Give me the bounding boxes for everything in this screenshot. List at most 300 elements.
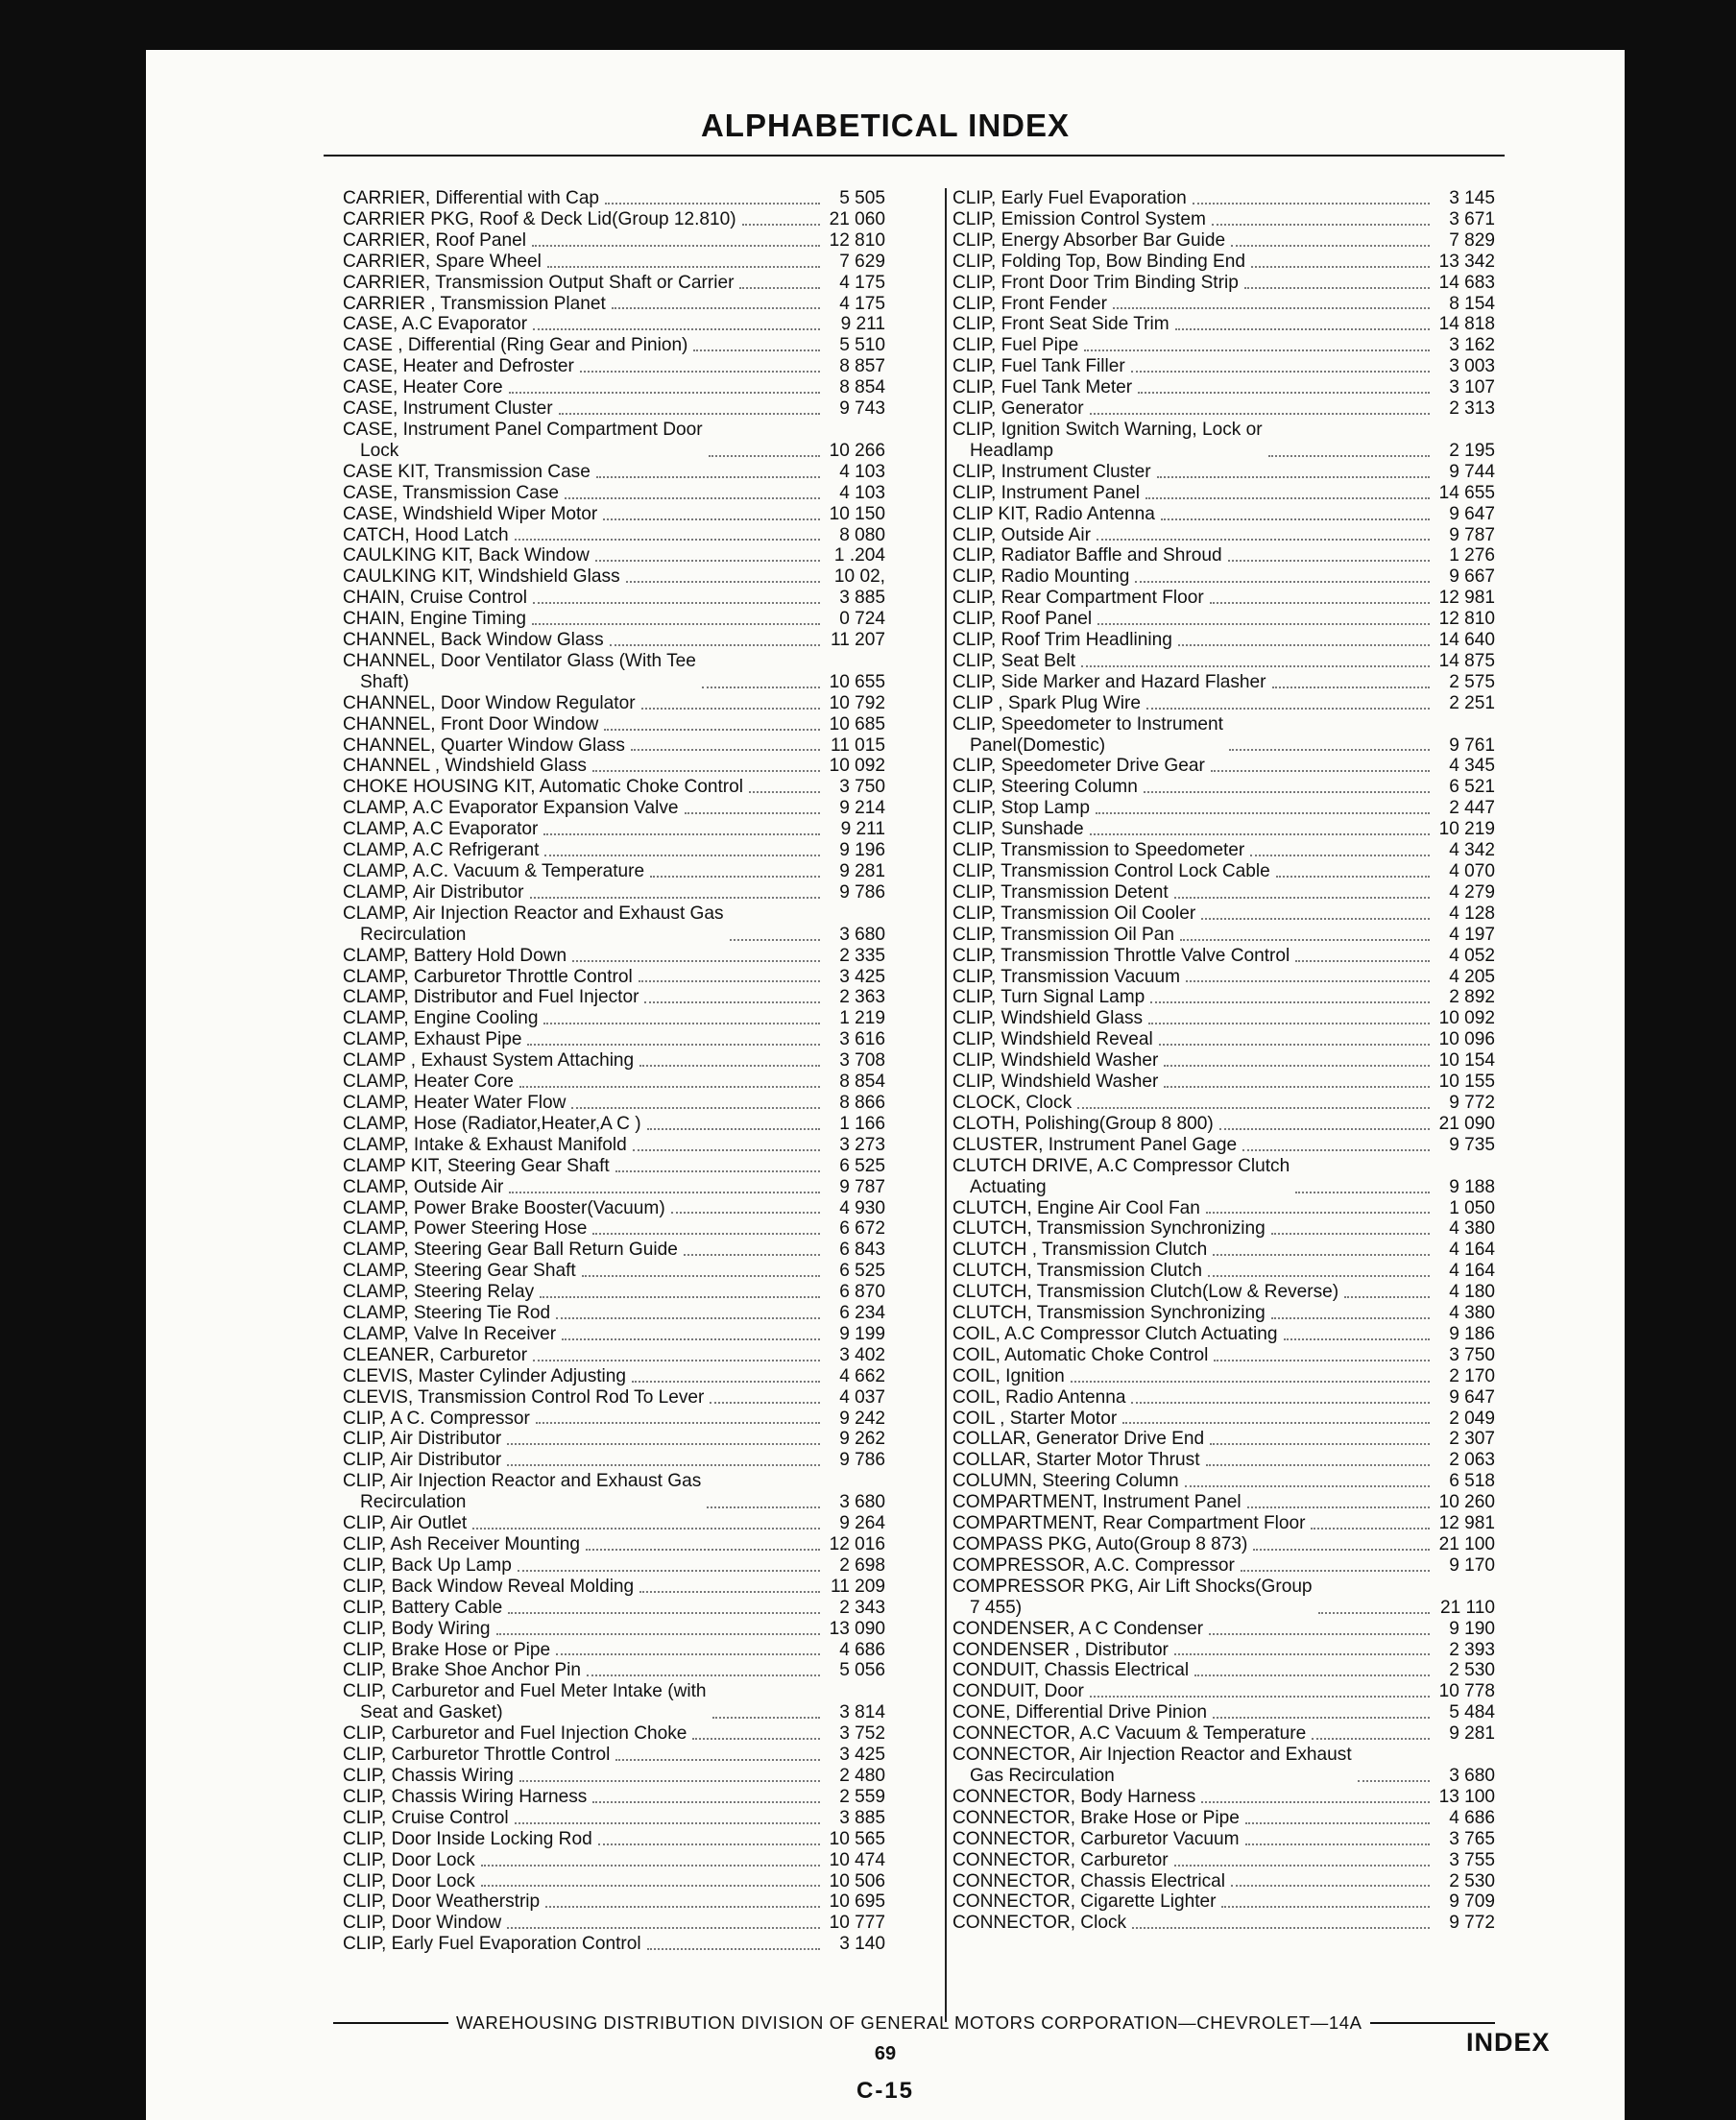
entry-text: CLIP, A C. Compressor bbox=[343, 1408, 530, 1429]
entry-text: CLIP, Transmission Detent bbox=[952, 881, 1169, 903]
dot-leader bbox=[710, 1402, 820, 1404]
entry-page-number: 4 686 bbox=[839, 1639, 885, 1660]
dot-leader bbox=[1186, 980, 1430, 982]
index-entry bbox=[952, 1619, 1495, 1640]
entry-text: CLIP, Radio Mounting bbox=[952, 566, 1130, 588]
index-entry bbox=[343, 840, 885, 861]
dot-leader bbox=[685, 812, 820, 814]
entry-page-number: 4 070 bbox=[1449, 861, 1495, 881]
dot-leader bbox=[1145, 497, 1430, 499]
dot-leader bbox=[1245, 1822, 1430, 1824]
dot-leader bbox=[650, 876, 820, 878]
dot-leader bbox=[496, 1633, 820, 1635]
index-entry bbox=[343, 1282, 885, 1303]
index-entry bbox=[343, 1008, 885, 1029]
entry-page-number: 3 107 bbox=[1449, 377, 1495, 398]
index-entry bbox=[343, 882, 885, 903]
entry-text: CONNECTOR, Body Harness bbox=[952, 1786, 1196, 1807]
index-entry bbox=[952, 630, 1495, 651]
entry-page-number: 13 100 bbox=[1438, 1786, 1495, 1807]
dot-leader bbox=[536, 1422, 820, 1424]
dot-leader bbox=[712, 1717, 820, 1719]
entry-text: COIL, A.C Compressor Clutch Actuating bbox=[952, 1323, 1278, 1344]
dot-leader bbox=[1185, 1485, 1430, 1487]
entry-text: CARRIER, Spare Wheel bbox=[343, 251, 542, 272]
index-entry bbox=[343, 1681, 885, 1723]
entry-page-number: 5 510 bbox=[839, 335, 885, 356]
index-entry bbox=[952, 1871, 1495, 1892]
dot-leader bbox=[604, 729, 820, 731]
entry-page-number: 9 772 bbox=[1449, 1092, 1495, 1113]
index-entry bbox=[952, 609, 1495, 630]
entry-text: CARRIER , Transmission Planet bbox=[343, 293, 606, 314]
entry-page-number: 9 647 bbox=[1449, 503, 1495, 524]
entry-text: CLAMP, Power Brake Booster(Vacuum) bbox=[343, 1197, 665, 1218]
entry-text: CLIP, Stop Lamp bbox=[952, 798, 1090, 819]
entry-text: CLIP, Air Distributor bbox=[343, 1450, 502, 1471]
dot-leader bbox=[1210, 1443, 1430, 1445]
index-entry bbox=[343, 819, 885, 840]
entry-text: COLLAR, Starter Motor Thrust bbox=[952, 1450, 1200, 1471]
entry-page-number: 4 164 bbox=[1449, 1261, 1495, 1282]
index-entry bbox=[343, 1029, 885, 1050]
entry-text: CASE, A.C Evaporator bbox=[343, 314, 528, 335]
dot-leader bbox=[639, 980, 820, 982]
entry-page-number: 3 885 bbox=[839, 1807, 885, 1828]
entry-page-number: 3 755 bbox=[1449, 1849, 1495, 1870]
index-entry bbox=[952, 1829, 1495, 1850]
dot-leader bbox=[592, 1233, 820, 1235]
index-entry bbox=[952, 1324, 1495, 1345]
index-entry bbox=[343, 1387, 885, 1409]
index-entry bbox=[952, 1093, 1495, 1114]
dot-leader bbox=[615, 1170, 820, 1172]
index-entry bbox=[343, 588, 885, 609]
index-entry bbox=[343, 1619, 885, 1640]
entry-text: CLIP, Ash Receiver Mounting bbox=[343, 1534, 580, 1554]
dot-leader bbox=[1201, 1801, 1430, 1803]
dot-leader bbox=[1211, 770, 1430, 772]
entry-text: CLIP, Front Seat Side Trim bbox=[952, 314, 1169, 335]
index-entry bbox=[952, 693, 1495, 714]
index-entry bbox=[343, 1660, 885, 1681]
dot-leader bbox=[1311, 1528, 1430, 1530]
entry-page-number: 3 680 bbox=[839, 1492, 885, 1513]
entry-text: CLAMP, A.C Evaporator Expansion Valve bbox=[343, 798, 679, 819]
index-entry bbox=[343, 946, 885, 967]
index-entry bbox=[343, 188, 885, 209]
index-entry bbox=[343, 314, 885, 335]
entry-text: COIL, Radio Antenna bbox=[952, 1386, 1126, 1408]
entry-page-number: 1 .204 bbox=[833, 545, 885, 566]
entry-page-number: 9 281 bbox=[1449, 1723, 1495, 1745]
dot-leader bbox=[1284, 1338, 1430, 1340]
index-entry bbox=[343, 1114, 885, 1135]
index-entry bbox=[343, 1598, 885, 1619]
entry-text: CLAMP , Exhaust System Attaching bbox=[343, 1050, 635, 1072]
entry-text: CARRIER PKG, Roof & Deck Lid(Group 12.810) bbox=[343, 208, 736, 229]
dot-leader bbox=[633, 1149, 820, 1151]
entry-page-number: 3 680 bbox=[1449, 1765, 1495, 1786]
index-entry bbox=[952, 840, 1495, 861]
index-entry bbox=[952, 798, 1495, 819]
entry-page-number: 3 425 bbox=[839, 966, 885, 987]
dot-leader bbox=[587, 1674, 820, 1676]
entry-text: CLIP, Air Outlet bbox=[343, 1513, 468, 1534]
dot-leader bbox=[532, 623, 820, 625]
dot-leader bbox=[1174, 1653, 1430, 1655]
entry-page-number: 4 205 bbox=[1449, 966, 1495, 987]
dot-leader bbox=[626, 581, 820, 583]
index-entry bbox=[343, 356, 885, 377]
entry-text: CLUTCH DRIVE, A.C Compressor Clutch Actuating bbox=[952, 1155, 1290, 1197]
entry-page-number: 12 810 bbox=[829, 229, 885, 251]
dot-leader bbox=[709, 455, 820, 457]
index-entry bbox=[343, 1093, 885, 1114]
entry-page-number: 2 063 bbox=[1449, 1450, 1495, 1471]
entry-text: CLAMP, A.C Refrigerant bbox=[343, 840, 540, 861]
entry-page-number: 10 096 bbox=[1438, 1029, 1495, 1050]
index-entry bbox=[343, 1366, 885, 1387]
entry-page-number: 9 787 bbox=[1449, 524, 1495, 545]
entry-text: COIL, Automatic Choke Control bbox=[952, 1344, 1209, 1365]
entry-text: CLEVIS, Master Cylinder Adjusting bbox=[343, 1365, 627, 1386]
index-entry bbox=[343, 1555, 885, 1577]
index-entry bbox=[952, 925, 1495, 946]
entry-text: CHAIN, Cruise Control bbox=[343, 588, 528, 609]
dot-leader bbox=[533, 328, 820, 330]
entry-text: CARRIER, Differential with Cap bbox=[343, 188, 600, 208]
entry-text: CHANNEL , Windshield Glass bbox=[343, 756, 587, 777]
dot-leader bbox=[565, 497, 820, 499]
entry-text: CLAMP, Power Steering Hose bbox=[343, 1218, 588, 1240]
entry-page-number: 4 103 bbox=[839, 482, 885, 503]
entry-page-number: 4 662 bbox=[839, 1365, 885, 1386]
entry-text: CONNECTOR, Carburetor Vacuum bbox=[952, 1828, 1240, 1849]
entry-text: CONDUIT, Door bbox=[952, 1681, 1084, 1702]
entry-text: CLIP, Front Door Trim Binding Strip bbox=[952, 272, 1239, 293]
entry-page-number: 5 056 bbox=[839, 1660, 885, 1681]
index-entry bbox=[343, 1745, 885, 1766]
dot-leader bbox=[739, 287, 820, 289]
entry-page-number: 2 195 bbox=[1449, 440, 1495, 461]
dot-leader bbox=[1228, 560, 1430, 562]
entry-text: COMPRESSOR, A.C. Compressor bbox=[952, 1554, 1235, 1576]
entry-page-number: 9 196 bbox=[839, 840, 885, 861]
dot-leader bbox=[603, 518, 820, 520]
index-entry bbox=[952, 1450, 1495, 1471]
entry-page-number: 2 698 bbox=[839, 1554, 885, 1576]
entry-text: CLIP, Turn Signal Lamp bbox=[952, 987, 1145, 1008]
index-entry bbox=[952, 230, 1495, 252]
entry-text: CLIP, Door Window bbox=[343, 1913, 502, 1934]
index-entry bbox=[343, 504, 885, 525]
entry-text: CLIP, Windshield Glass bbox=[952, 1008, 1144, 1029]
dot-leader bbox=[596, 476, 820, 478]
dot-leader bbox=[533, 602, 820, 604]
entry-page-number: 8 854 bbox=[839, 1072, 885, 1093]
index-entry bbox=[343, 1429, 885, 1450]
entry-text: CHOKE HOUSING KIT, Automatic Choke Control bbox=[343, 777, 744, 798]
index-entry bbox=[952, 1429, 1495, 1450]
dot-leader bbox=[509, 1192, 820, 1193]
entry-text: CLIP, Door Weatherstrip bbox=[343, 1891, 541, 1913]
index-entry bbox=[952, 903, 1495, 925]
dot-leader bbox=[1150, 1001, 1430, 1003]
dot-leader bbox=[1206, 1464, 1431, 1466]
index-column-right bbox=[952, 188, 1495, 1934]
dot-leader bbox=[647, 1948, 820, 1950]
entry-page-number: 2 049 bbox=[1449, 1408, 1495, 1429]
index-entry bbox=[343, 1934, 885, 1955]
index-entry bbox=[952, 1808, 1495, 1829]
entry-page-number: 12 810 bbox=[1438, 609, 1495, 630]
entry-text: CLIP, Ignition Switch Warning, Lock or Headlamp bbox=[952, 419, 1263, 461]
entry-page-number: 9 186 bbox=[1449, 1323, 1495, 1344]
entry-text: CLIP, Back Window Reveal Molding bbox=[343, 1576, 635, 1597]
dot-leader bbox=[1268, 455, 1430, 457]
entry-page-number: 9 743 bbox=[839, 398, 885, 420]
dot-leader bbox=[1219, 1128, 1430, 1130]
entry-text: CLAMP, Steering Gear Ball Return Guide bbox=[343, 1240, 678, 1261]
index-entry bbox=[952, 377, 1495, 398]
entry-page-number: 4 342 bbox=[1449, 840, 1495, 861]
index-entry bbox=[952, 1072, 1495, 1093]
dot-leader bbox=[1113, 307, 1430, 309]
entry-text: CLUTCH, Transmission Clutch(Low & Reverse) bbox=[952, 1282, 1339, 1303]
dot-leader bbox=[639, 1065, 820, 1067]
entry-page-number: 11 015 bbox=[831, 735, 885, 756]
index-entry bbox=[952, 1240, 1495, 1261]
index-entry bbox=[343, 566, 885, 588]
dot-leader bbox=[592, 770, 820, 772]
index-entry bbox=[343, 1409, 885, 1430]
index-entry bbox=[952, 756, 1495, 777]
entry-text: CLAMP, Exhaust Pipe bbox=[343, 1029, 522, 1050]
index-entry bbox=[952, 1409, 1495, 1430]
entry-text: CLIP, Energy Absorber Bar Guide bbox=[952, 229, 1226, 251]
entry-text: CLAMP, Steering Gear Shaft bbox=[343, 1261, 576, 1282]
entry-page-number: 9 188 bbox=[1449, 1176, 1495, 1197]
entry-page-number: 4 128 bbox=[1449, 903, 1495, 924]
entry-text: CHAIN, Engine Timing bbox=[343, 609, 527, 630]
entry-text: CLIP, Chassis Wiring Harness bbox=[343, 1786, 588, 1807]
entry-page-number: 3 750 bbox=[1449, 1344, 1495, 1365]
entry-text: CLAMP, Hose (Radiator,Heater,A C ) bbox=[343, 1113, 641, 1134]
entry-page-number: 14 640 bbox=[1438, 630, 1495, 651]
entry-page-number: 8 154 bbox=[1449, 293, 1495, 314]
entry-page-number: 8 857 bbox=[839, 356, 885, 377]
entry-page-number: 9 211 bbox=[840, 314, 885, 335]
index-entry bbox=[343, 1723, 885, 1745]
entry-page-number: 3 145 bbox=[1449, 188, 1495, 208]
entry-page-number: 7 629 bbox=[839, 251, 885, 272]
entry-text: CLIP, Transmission Oil Cooler bbox=[952, 903, 1196, 924]
entry-text: CLIP , Spark Plug Wire bbox=[952, 692, 1141, 713]
entry-page-number: 10 155 bbox=[1438, 1072, 1495, 1093]
index-entry bbox=[343, 987, 885, 1008]
dot-leader bbox=[515, 539, 820, 541]
index-entry bbox=[952, 1660, 1495, 1681]
entry-text: CONDENSER, A C Condenser bbox=[952, 1618, 1204, 1639]
entry-text: CLIP, Cruise Control bbox=[343, 1807, 509, 1828]
index-entry bbox=[952, 273, 1495, 294]
entry-text: CASE, Transmission Case bbox=[343, 482, 559, 503]
entry-page-number: 8 080 bbox=[839, 524, 885, 545]
entry-text: CLIP, Instrument Cluster bbox=[952, 461, 1151, 482]
entry-text: CLIP, Chassis Wiring bbox=[343, 1765, 514, 1786]
entry-text: CLIP, Windshield Reveal bbox=[952, 1029, 1153, 1050]
index-entry bbox=[952, 483, 1495, 504]
dot-leader bbox=[580, 371, 820, 373]
index-entry bbox=[343, 609, 885, 630]
entry-text: CLIP, Back Up Lamp bbox=[343, 1554, 512, 1576]
entry-page-number: 9 772 bbox=[1449, 1913, 1495, 1934]
entry-text: CLIP KIT, Radio Antenna bbox=[952, 503, 1155, 524]
index-entry bbox=[952, 398, 1495, 420]
index-entry bbox=[952, 1891, 1495, 1913]
entry-text: CLAMP, Steering Tie Rod bbox=[343, 1303, 551, 1324]
footer-rule-right bbox=[1370, 2022, 1495, 2024]
index-entry bbox=[343, 398, 885, 420]
index-entry bbox=[952, 1198, 1495, 1219]
dot-leader bbox=[1208, 1275, 1430, 1277]
entry-page-number: 3 616 bbox=[839, 1029, 885, 1050]
index-entry bbox=[952, 819, 1495, 840]
entry-text: CLUTCH, Transmission Synchronizing bbox=[952, 1303, 1266, 1324]
dot-leader bbox=[519, 1086, 820, 1088]
index-entry bbox=[952, 588, 1495, 609]
dot-leader bbox=[545, 1906, 820, 1908]
entry-page-number: 10 695 bbox=[829, 1891, 885, 1913]
index-entry bbox=[952, 1029, 1495, 1050]
entry-text: CARRIER, Roof Panel bbox=[343, 229, 527, 251]
entry-text: CLIP, Transmission Control Lock Cable bbox=[952, 861, 1270, 881]
dot-leader bbox=[1244, 287, 1430, 289]
dot-leader bbox=[595, 560, 820, 562]
entry-text: CLAMP, Air Distributor bbox=[343, 881, 524, 903]
entry-text: CLAMP, Intake & Exhaust Manifold bbox=[343, 1134, 627, 1155]
dot-leader bbox=[1212, 224, 1430, 226]
entry-page-number: 10 092 bbox=[1438, 1008, 1495, 1029]
entry-page-number: 4 930 bbox=[839, 1197, 885, 1218]
entry-text: CHANNEL, Door Window Regulator bbox=[343, 692, 636, 713]
entry-page-number: 3 402 bbox=[839, 1344, 885, 1365]
entry-page-number: 9 709 bbox=[1449, 1891, 1495, 1913]
entry-text: CLUSTER, Instrument Panel Gage bbox=[952, 1134, 1238, 1155]
entry-text: CLIP, Instrument Panel bbox=[952, 482, 1140, 503]
index-entry bbox=[952, 777, 1495, 798]
dot-leader bbox=[508, 1612, 820, 1614]
dot-leader bbox=[647, 1128, 820, 1130]
dot-leader bbox=[481, 1865, 820, 1867]
dot-leader bbox=[605, 203, 820, 205]
dot-leader bbox=[598, 1843, 820, 1845]
dot-leader bbox=[1164, 1086, 1430, 1088]
entry-text: CLIP, Emission Control System bbox=[952, 208, 1206, 229]
dot-leader bbox=[1081, 665, 1430, 667]
index-entry bbox=[343, 735, 885, 757]
entry-page-number: 3 814 bbox=[839, 1702, 885, 1723]
entry-page-number: 9 264 bbox=[839, 1513, 885, 1534]
entry-page-number: 2 575 bbox=[1449, 671, 1495, 692]
entry-page-number: 4 052 bbox=[1449, 945, 1495, 966]
dot-leader bbox=[507, 1464, 820, 1466]
entry-page-number: 5 484 bbox=[1449, 1702, 1495, 1723]
dot-leader bbox=[1135, 581, 1430, 583]
dot-leader bbox=[1132, 1927, 1430, 1929]
entry-page-number: 4 197 bbox=[1449, 924, 1495, 945]
entry-page-number: 3 680 bbox=[839, 924, 885, 945]
index-entry bbox=[952, 294, 1495, 315]
entry-page-number: 14 875 bbox=[1438, 650, 1495, 671]
dot-leader bbox=[1180, 939, 1430, 941]
entry-page-number: 10 778 bbox=[1438, 1681, 1495, 1702]
dot-leader bbox=[1250, 855, 1430, 856]
entry-text: CLIP, Transmission Oil Pan bbox=[952, 924, 1174, 945]
entry-page-number: 9 170 bbox=[1449, 1554, 1495, 1576]
index-entry bbox=[343, 1345, 885, 1366]
dot-leader bbox=[1295, 1192, 1430, 1193]
entry-text: CLIP, Outside Air bbox=[952, 524, 1091, 545]
index-column-left bbox=[343, 188, 885, 1955]
entry-page-number: 10 792 bbox=[829, 692, 885, 713]
entry-page-number: 2 343 bbox=[839, 1597, 885, 1618]
entry-text: CLOTH, Polishing(Group 8 800) bbox=[952, 1113, 1214, 1134]
index-entry bbox=[343, 1534, 885, 1555]
entry-page-number: 6 518 bbox=[1449, 1471, 1495, 1492]
entry-page-number: 1 166 bbox=[839, 1113, 885, 1134]
entry-text: CLIP, Folding Top, Bow Binding End bbox=[952, 251, 1245, 272]
entry-page-number: 3 003 bbox=[1449, 356, 1495, 377]
index-entry bbox=[952, 1534, 1495, 1555]
index-entry bbox=[952, 1850, 1495, 1871]
entry-text: CONNECTOR, Clock bbox=[952, 1913, 1127, 1934]
entry-text: CLIP, Battery Cable bbox=[343, 1597, 503, 1618]
entry-page-number: 10 655 bbox=[829, 671, 885, 692]
dot-leader bbox=[1175, 328, 1430, 330]
entry-page-number: 9 242 bbox=[839, 1408, 885, 1429]
dot-leader bbox=[1148, 1023, 1430, 1024]
index-entry bbox=[952, 1702, 1495, 1723]
entry-text: CLIP, Air Distributor bbox=[343, 1429, 502, 1450]
entry-page-number: 3 162 bbox=[1449, 335, 1495, 356]
entry-text: CLIP, Carburetor and Fuel Injection Choke bbox=[343, 1723, 687, 1745]
entry-page-number: 3 273 bbox=[839, 1134, 885, 1155]
dot-leader bbox=[507, 1443, 820, 1445]
dot-leader bbox=[644, 1001, 820, 1003]
index-entry bbox=[952, 1723, 1495, 1745]
entry-text: CLIP, Door Inside Locking Rod bbox=[343, 1828, 592, 1849]
entry-text: CLIP, Early Fuel Evaporation Control bbox=[343, 1934, 641, 1955]
index-entry bbox=[343, 545, 885, 566]
entry-text: CLAMP, Distributor and Fuel Injector bbox=[343, 987, 639, 1008]
dot-leader bbox=[610, 644, 820, 646]
entry-page-number: 10 260 bbox=[1438, 1492, 1495, 1513]
index-entry bbox=[952, 1366, 1495, 1387]
index-entry bbox=[343, 1177, 885, 1198]
index-entry bbox=[952, 967, 1495, 988]
index-entry bbox=[952, 1008, 1495, 1029]
entry-text: CAULKING KIT, Windshield Glass bbox=[343, 566, 620, 588]
dot-leader bbox=[527, 1044, 820, 1046]
entry-text: COIL , Starter Motor bbox=[952, 1408, 1118, 1429]
dot-leader bbox=[1271, 1317, 1430, 1319]
entry-page-number: 13 090 bbox=[829, 1618, 885, 1639]
dot-leader bbox=[1157, 476, 1430, 478]
entry-page-number: 6 525 bbox=[839, 1155, 885, 1176]
dot-leader bbox=[1144, 791, 1430, 793]
